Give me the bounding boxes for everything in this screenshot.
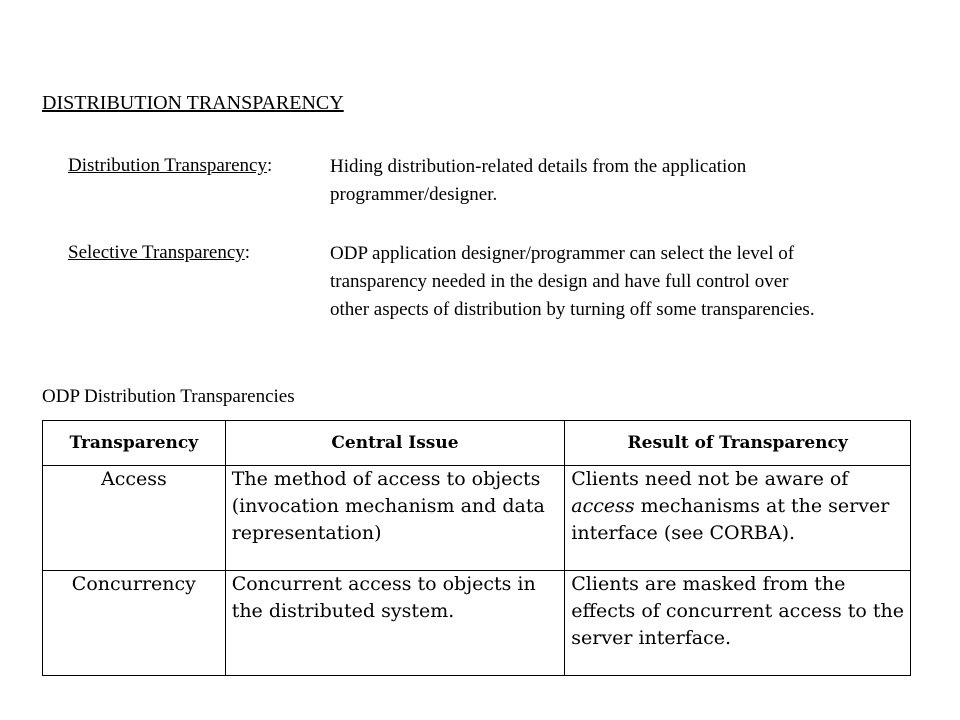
header-transparency: Transparency xyxy=(43,421,226,466)
definition-line: programmer/designer. xyxy=(330,184,498,205)
definition-distribution-transparency xyxy=(330,153,955,209)
definition-line: Hiding distribution-related details from the application xyxy=(330,156,747,177)
transparencies-table xyxy=(42,420,911,676)
cell-text: interface (see CORBA). xyxy=(571,522,796,544)
cell-text: Access xyxy=(100,468,167,490)
cell-text: the distributed system. xyxy=(231,600,455,622)
cell-transparency xyxy=(43,466,226,571)
cell-text: (invocation mechanism and data xyxy=(231,495,545,517)
page-title: DISTRIBUTION TRANSPARENCY xyxy=(42,92,344,114)
cell-result xyxy=(565,571,911,676)
cell-text-rest: mechanisms at the server xyxy=(634,495,890,517)
cell-central-issue xyxy=(225,571,565,676)
term-separator: : xyxy=(244,242,251,263)
cell-text: Concurrency xyxy=(71,573,196,595)
cell-result xyxy=(565,466,911,571)
emphasis-access: access xyxy=(571,495,635,517)
cell-text: Clients need not be aware of xyxy=(571,468,849,490)
table-header-row xyxy=(43,421,911,466)
cell-central-issue xyxy=(225,466,565,571)
header-central-issue: Central Issue xyxy=(225,421,565,466)
bullet-selective-transparency xyxy=(42,242,250,264)
definition-line: other aspects of distribution by turning off some transparencies. xyxy=(330,299,815,320)
cell-transparency xyxy=(43,571,226,676)
cell-text: effects of concurrent access to the xyxy=(571,600,904,622)
cell-text: Concurrent access to objects in xyxy=(231,573,536,595)
table-row xyxy=(43,571,911,676)
cell-text xyxy=(571,493,904,520)
definition-selective-transparency xyxy=(330,240,955,324)
cell-text: representation) xyxy=(231,522,382,544)
table-row xyxy=(43,466,911,571)
cell-text: Clients are masked from the xyxy=(571,573,846,595)
cell-text: server interface. xyxy=(571,627,732,649)
term-distribution-transparency: Distribution Transparency xyxy=(68,155,267,176)
cell-text: The method of access to objects xyxy=(231,468,541,490)
table-caption: ODP Distribution Transparencies xyxy=(42,386,295,407)
term-separator: : xyxy=(266,155,273,176)
header-result-of-transparency: Result of Transparency xyxy=(565,421,911,466)
bullet-distribution-transparency xyxy=(42,155,272,177)
term-selective-transparency: Selective Transparency xyxy=(68,242,245,263)
definition-line: ODP application designer/programmer can select the level of xyxy=(330,243,795,264)
definition-line: transparency needed in the design and have full control over xyxy=(330,271,789,292)
